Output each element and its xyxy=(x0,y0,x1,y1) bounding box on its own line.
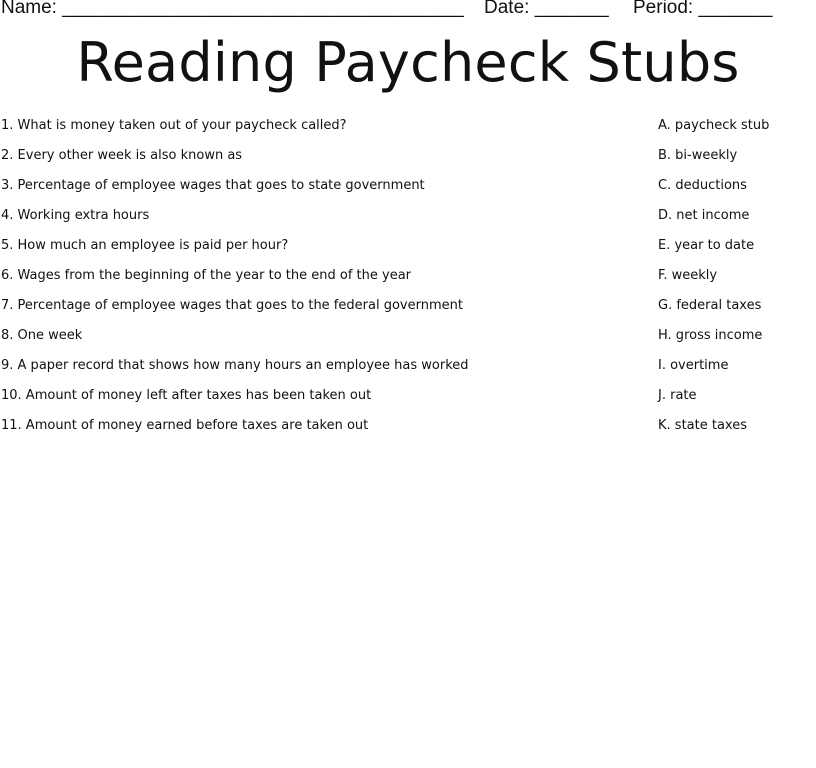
question-item: 2. Every other week is also known as xyxy=(1,148,243,163)
answer-item: K. state taxes xyxy=(658,418,747,433)
question-list xyxy=(1,117,641,447)
question-item: 1. What is money taken out of your paycheck called? xyxy=(1,118,347,133)
answer-item: I. overtime xyxy=(658,358,729,373)
answer-item: D. net income xyxy=(658,208,750,223)
question-item: 5. How much an employee is paid per hour? xyxy=(1,238,289,253)
date-field: Date: _______ xyxy=(484,0,609,18)
answer-item: H. gross income xyxy=(658,328,763,343)
question-item: 3. Percentage of employee wages that goes to state government xyxy=(1,178,425,193)
question-item: 4. Working extra hours xyxy=(1,208,150,223)
answer-item: E. year to date xyxy=(658,238,755,253)
question-item: 9. A paper record that shows how many hours an employee has worked xyxy=(1,358,469,373)
answer-item: J. rate xyxy=(658,388,697,403)
answer-item: G. federal taxes xyxy=(658,298,762,313)
question-item: 6. Wages from the beginning of the year to the end of the year xyxy=(1,268,412,283)
answer-list xyxy=(658,117,816,447)
name-field: Name: ______________________________________ xyxy=(1,0,464,18)
answer-item: F. weekly xyxy=(658,268,718,283)
answer-item: B. bi-weekly xyxy=(658,148,738,163)
worksheet-header xyxy=(0,0,816,24)
page-title: Reading Paycheck Stubs xyxy=(76,31,740,94)
question-item: 11. Amount of money earned before taxes are taken out xyxy=(1,418,369,433)
question-item: 8. One week xyxy=(1,328,83,343)
period-field: Period: _______ xyxy=(633,0,773,18)
answer-item: C. deductions xyxy=(658,178,747,193)
question-item: 10. Amount of money left after taxes has been taken out xyxy=(1,388,372,403)
question-item: 7. Percentage of employee wages that goes to the federal government xyxy=(1,298,463,313)
answer-item: A. paycheck stub xyxy=(658,118,770,133)
